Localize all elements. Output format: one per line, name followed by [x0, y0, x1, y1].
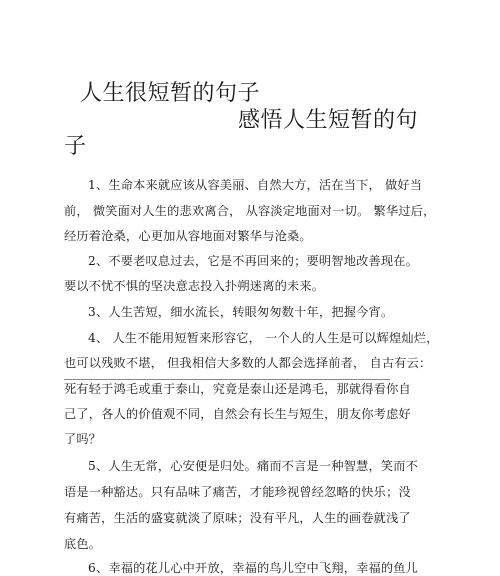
- text-line: 经历着沧桑，心更加从容地面对繁华与沧桑。: [64, 229, 312, 243]
- text-line: 2、不要老叹息过去，它是不再回来的；要明智地改善现在。: [88, 254, 419, 268]
- text-line: 1、生命本来就应该从容美丽、自然大方，活在当下， 做好当: [88, 178, 423, 192]
- text-line: 3、人生苦短，细水流长，转眼匆匆数十年，把握今宵。: [88, 305, 394, 319]
- text-line: 了吗？: [64, 432, 102, 446]
- title-line-2: 感悟人生短暂的句: [238, 108, 419, 133]
- text-line: 要以不忧不惧的坚决意志投入扑朔迷离的未来。: [64, 279, 325, 293]
- text-line: 也可以残败不堪， 但我相信大多数的人都会选择前者， 自古有云：: [64, 356, 432, 370]
- text-line: 底色。: [64, 537, 102, 551]
- text-line: 死有轻于鸿毛或重于泰山，究竟是泰山还是鸿毛，那就得看你自: [64, 382, 411, 396]
- text-line: 己了，各人的价值观不同，自然会有长生与短生，朋友你考虑好: [64, 407, 411, 421]
- title-line-1: 人生很短暂的句子: [80, 81, 261, 106]
- text-line: 4、 人生不能用短暂来形容它， 一个人的人生是可以辉煌灿烂，: [88, 331, 439, 345]
- text-line: 6、幸福的花儿心中开放，幸福的鸟儿空中飞翔，幸福的鱼儿: [88, 561, 419, 575]
- text-line: 有痛苦，生活的盛宴就淡了原味；没有平凡，人生的画卷就浅了: [64, 511, 411, 525]
- text-line: 前， 微笑面对人生的悲欢离合， 从容淡定地面对一切。 繁华过后，: [64, 204, 436, 218]
- title-line-3: 子: [64, 134, 87, 159]
- text-line: 语是一种豁达。只有品味了痛苦，才能珍视曾经忽略的快乐；没: [64, 485, 411, 499]
- text-line: 5、人生无常，心安便是归处。痛而不言是一种智慧，笑而不: [88, 459, 419, 473]
